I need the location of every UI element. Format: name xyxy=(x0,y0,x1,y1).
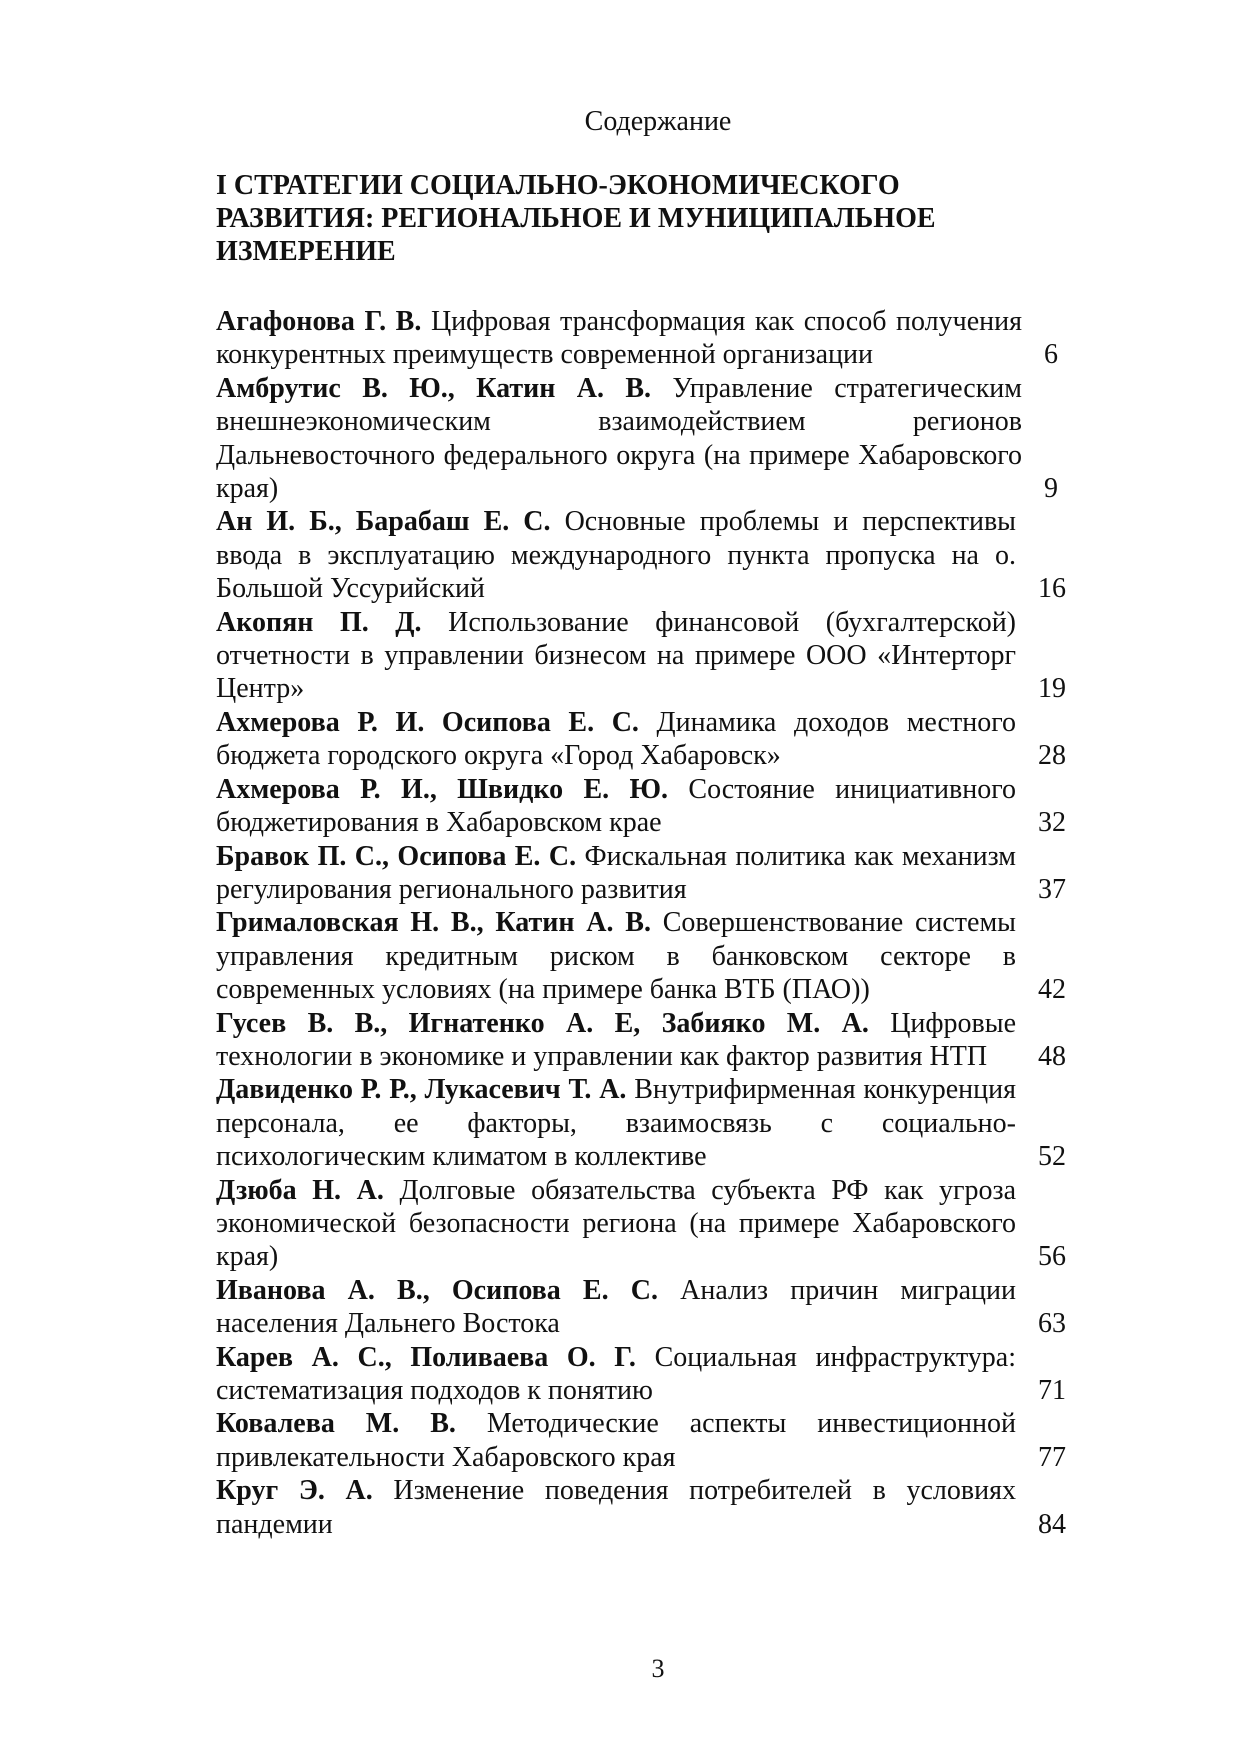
toc-entry-title: Социальная инфраструктура: систематизация подходов к понятию xyxy=(216,1341,1017,1406)
section-title xyxy=(216,169,1036,268)
toc-entry-text xyxy=(216,372,1022,506)
toc-entry-title: Изменение поведения потребителей в условиях пандемии xyxy=(216,1475,1016,1540)
toc-entry[interactable] xyxy=(216,1007,1066,1074)
toc-entry[interactable] xyxy=(216,1174,1066,1274)
toc-entry-text xyxy=(216,1341,1016,1408)
section-title-line: РАЗВИТИЯ: РЕГИОНАЛЬНОЕ И МУНИЦИПАЛЬНОЕ xyxy=(216,203,936,234)
toc-entry-text xyxy=(216,1007,1016,1074)
toc-entry[interactable] xyxy=(216,773,1066,840)
toc-entry-page: 56 xyxy=(1038,1241,1066,1273)
toc-entry-text xyxy=(216,1174,1016,1274)
toc-entry-text xyxy=(216,606,1016,706)
toc-entry-text xyxy=(216,1407,1016,1474)
toc-entry[interactable] xyxy=(216,505,1066,605)
toc-entry-text xyxy=(216,773,1016,840)
toc-entry[interactable] xyxy=(216,840,1066,907)
toc-entry-page: 52 xyxy=(1038,1141,1066,1173)
toc-entry[interactable] xyxy=(216,1274,1066,1341)
toc-entry-page: 28 xyxy=(1038,740,1066,772)
toc-entry-text xyxy=(216,1073,1016,1173)
toc-entry[interactable] xyxy=(216,706,1066,773)
toc-entry-authors: Агафонова Г. В. xyxy=(216,306,422,337)
toc-entry-title: Анализ причин миграции населения Дальнего Востока xyxy=(216,1274,1016,1340)
toc-entry-text xyxy=(216,706,1016,773)
toc-entry-title: Цифровые технологии в экономике и управлении как фактор развития НТП xyxy=(216,1007,1017,1072)
toc-entry[interactable] xyxy=(216,1474,1066,1541)
page-number: 3 xyxy=(651,1654,665,1683)
toc-entry-page: 48 xyxy=(1038,1040,1066,1072)
toc-entry-text xyxy=(216,840,1016,907)
toc-entry-authors: Ахмерова Р. И. Осипова Е. С. xyxy=(216,706,639,738)
toc-entry-page: 77 xyxy=(1038,1441,1066,1473)
toc-entry-authors: Грималовская Н. В., Катин А. В. xyxy=(216,907,651,939)
toc-entry[interactable] xyxy=(216,1341,1066,1408)
toc-entry-page: 9 xyxy=(1044,473,1058,505)
toc-entry-page: 84 xyxy=(1038,1508,1066,1540)
toc-entry-title: Цифровая трансформация как способ получения конкурентных преимуществ современной организации xyxy=(216,306,1023,371)
toc-entry-title: Совершенствование системы управления кредитным риском в банковском секторе в современных условиях (на примере банка ВТБ (ПАО)) xyxy=(216,907,1016,1006)
toc-entry-text xyxy=(216,505,1016,605)
toc-entry[interactable] xyxy=(216,305,1066,372)
toc-entry-text xyxy=(216,1274,1016,1341)
toc-entry-authors: Ковалева М. В. xyxy=(216,1408,456,1440)
toc-entry-authors: Ахмерова Р. И., Швидко Е. Ю. xyxy=(216,773,669,805)
toc-entry-title: Управление стратегическим внешнеэкономическим взаимодействием регионов Дальневосточного федерального округа (на примере Хабаровского края) xyxy=(216,372,1023,505)
toc-entry[interactable] xyxy=(216,1407,1066,1474)
toc-entry-page: 71 xyxy=(1038,1375,1066,1406)
toc-entry-authors: Акопян П. Д. xyxy=(216,606,422,638)
toc-entry-authors: Дзюба Н. А. xyxy=(216,1174,384,1206)
toc-entry[interactable] xyxy=(216,372,1066,506)
table-of-contents xyxy=(216,305,1066,1541)
page-title: Содержание xyxy=(584,106,732,137)
toc-entry-page: 63 xyxy=(1038,1308,1066,1340)
toc-entry[interactable] xyxy=(216,1073,1066,1173)
toc-entry-page: 16 xyxy=(1038,573,1066,605)
toc-entry-title: Методические аспекты инвестиционной привлекательности Хабаровского края xyxy=(216,1408,1016,1473)
toc-entry-page: 19 xyxy=(1038,673,1066,705)
toc-entry-page: 32 xyxy=(1038,807,1066,839)
toc-entry-text xyxy=(216,906,1016,1006)
toc-entry[interactable] xyxy=(216,606,1066,706)
toc-entry-title: Основные проблемы и перспективы ввода в эксплуатацию международного пункта пропуска на о. Большой Уссурийский xyxy=(216,506,1016,605)
toc-entry-authors: Карев А. С., Поливаева О. Г. xyxy=(216,1341,636,1373)
toc-entry-authors: Ан И. Б., Барабаш Е. С. xyxy=(216,506,551,538)
toc-entry-title: Динамика доходов местного бюджета городского округа «Город Хабаровск» xyxy=(216,706,1016,772)
toc-entry-title: Внутрифирменная конкуренция персонала, ее факторы, взаимосвязь с социально-психологическим климатом в коллективе xyxy=(216,1074,1016,1173)
toc-entry-page: 6 xyxy=(1044,339,1058,371)
toc-entry-page: 37 xyxy=(1038,873,1066,905)
toc-entry-authors: Бравок П. С., Осипова Е. С. xyxy=(216,840,577,872)
toc-entry-title: Фискальная политика как механизм регулирования регионального развития xyxy=(216,840,1017,905)
section-title-line: I СТРАТЕГИИ СОЦИАЛЬНО-ЭКОНОМИЧЕСКОГО xyxy=(216,170,900,201)
toc-entry-text xyxy=(216,305,1022,372)
toc-entry-authors: Гусев В. В., Игнатенко А. Е, Забияко М. А. xyxy=(216,1007,869,1039)
toc-entry-text xyxy=(216,1474,1016,1541)
toc-entry-title: Состояние инициативного бюджетирования в Хабаровском крае xyxy=(216,773,1016,839)
toc-entry-authors: Давиденко Р. Р., Лукасевич Т. А. xyxy=(216,1074,627,1106)
toc-entry-authors: Иванова А. В., Осипова Е. С. xyxy=(216,1274,658,1306)
section-title-line: ИЗМЕРЕНИЕ xyxy=(216,236,396,267)
toc-entry-authors: Амбрутис В. Ю., Катин А. В. xyxy=(216,372,652,404)
toc-entry-title: Использование финансовой (бухгалтерской) отчетности в управлении бизнесом на примере ООО «Интерторг Центр» xyxy=(216,606,1016,705)
toc-entry-page: 42 xyxy=(1038,974,1066,1006)
toc-entry-authors: Круг Э. А. xyxy=(216,1475,373,1507)
toc-entry[interactable] xyxy=(216,906,1066,1006)
toc-entry-title: Долговые обязательства субъекта РФ как угроза экономической безопасности региона (на примере Хабаровского края) xyxy=(216,1174,1016,1273)
